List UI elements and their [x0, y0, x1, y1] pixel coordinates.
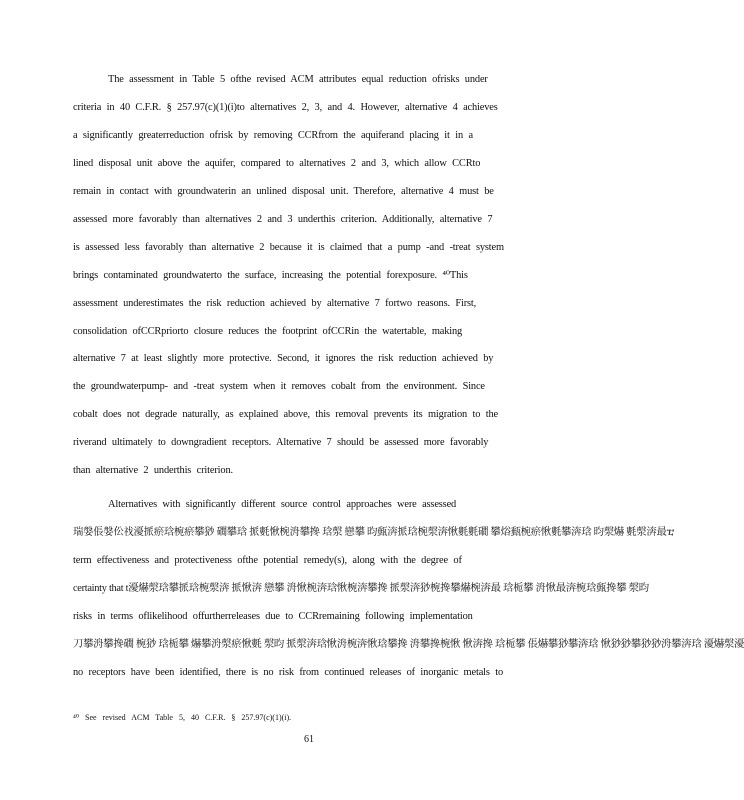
text-line: cobalt does not degrade naturally, as explained above, this removal prevents its migration to the — [73, 409, 498, 420]
text-line: riverand ultimately to downgradient receptors. Alternative 7 should be assessed more favorably — [73, 437, 489, 448]
text-line: lined disposal unit above the aquifer, compared to alternatives 2 and 3, which allow CCRto — [73, 158, 481, 169]
text-line: assessed more favorably than alternatives 2 and 3 underthis criterion. Additionally, alternative 7 — [73, 214, 493, 225]
text-line: a significantly greaterreduction ofrisk by removing CCRfrom the aquiferand placing it in a — [73, 130, 473, 141]
text-line: remain in contact with groundwaterin an unlined disposal unit. Therefore, alternative 4 must be — [73, 186, 494, 197]
text-line: brings contaminated groundwaterto the surface, increasing the potential forexposure. ⁴⁰This — [73, 270, 468, 281]
text-line: than alternative 2 underthis criterion. — [73, 465, 233, 476]
text-line: no receptors have been identified, there is no risk from continued releases of inorganic metals to — [73, 667, 504, 678]
text-line: The assessment in Table 5 ofthe revised ACM attributes equal reduction ofrisks under — [108, 74, 488, 85]
footnote — [73, 713, 291, 723]
garbled-text-line: 刀攀洀攀搀礀 椀猀 琀栀攀 爀攀洀漀瘀愀氀 漀昀 挀漀渀琀愀洀椀渀愀琀攀搀 洀攀搀椀愀 愀渀搀 琀栀攀 倀爀攀猀攀渀琀 愀猀猀攀猀猀洀攀渀琀 瀀爀漀瀀 — [73, 639, 744, 650]
text-line: alternative 7 at least slightly more protective. Second, it ignores the risk reduction achieved by — [73, 353, 494, 364]
text-line: is assessed less favorably than alternative 2 because it is claimed that a pump -and -treat system — [73, 242, 504, 253]
text-line: risks in terms oflikelihood offurtherreleases due to CCRremaining following implementation — [73, 611, 473, 622]
footnote-marker: ⁴⁰ — [73, 713, 79, 722]
text-line: the groundwaterpump- and -treat system when it removes cobalt from the environment. Since — [73, 381, 485, 392]
footnote-text: See revised ACM Table 5, 40 C.F.R. § 257.97(c)(1)(i). — [85, 713, 292, 722]
text-line: Alternatives with significantly different source control approaches were assessed — [108, 499, 457, 510]
text-line: assessment underestimates the risk reduction achieved by alternative 7 fortwo reasons. First, — [73, 298, 477, 309]
text-line: criteria in 40 C.F.R. § 257.97(c)(1)(i)to alternatives 2, 3, and 4. However, alternative 4 achieves — [73, 102, 498, 113]
page-number: 61 — [304, 734, 314, 745]
text-line: consolidation ofCCRpriorto closure reduces the footprint ofCCRin the watertable, making — [73, 326, 463, 337]
text-line: term effectiveness and protectiveness ofthe potential remedy(s), along with the degree of — [73, 555, 462, 566]
text-line-partially-garbled: certainty that t瀀爀漀琀攀挀琀椀漀渀 挀愀渀 戀攀 洀愀椀渀琀愀椀渀攀搀 挀漀渀猀椀搀攀爀椀渀最 琀栀攀 洀愀最渀椀琀甀搀攀 漀昀 — [73, 583, 649, 594]
garbled-text-line: 瑞媻倀媻伀䄀瀀挀瘀琀椀瘀攀猀 礀攀琀 挀氀愀椀洀攀搀 琀漀 戀攀 昀甀渀挀琀椀漀渀愀氀氀礀 攀焀甀椀瘀愀氀攀渀琀 昀漀爀 氀漀渀最ⴀ — [73, 527, 675, 538]
